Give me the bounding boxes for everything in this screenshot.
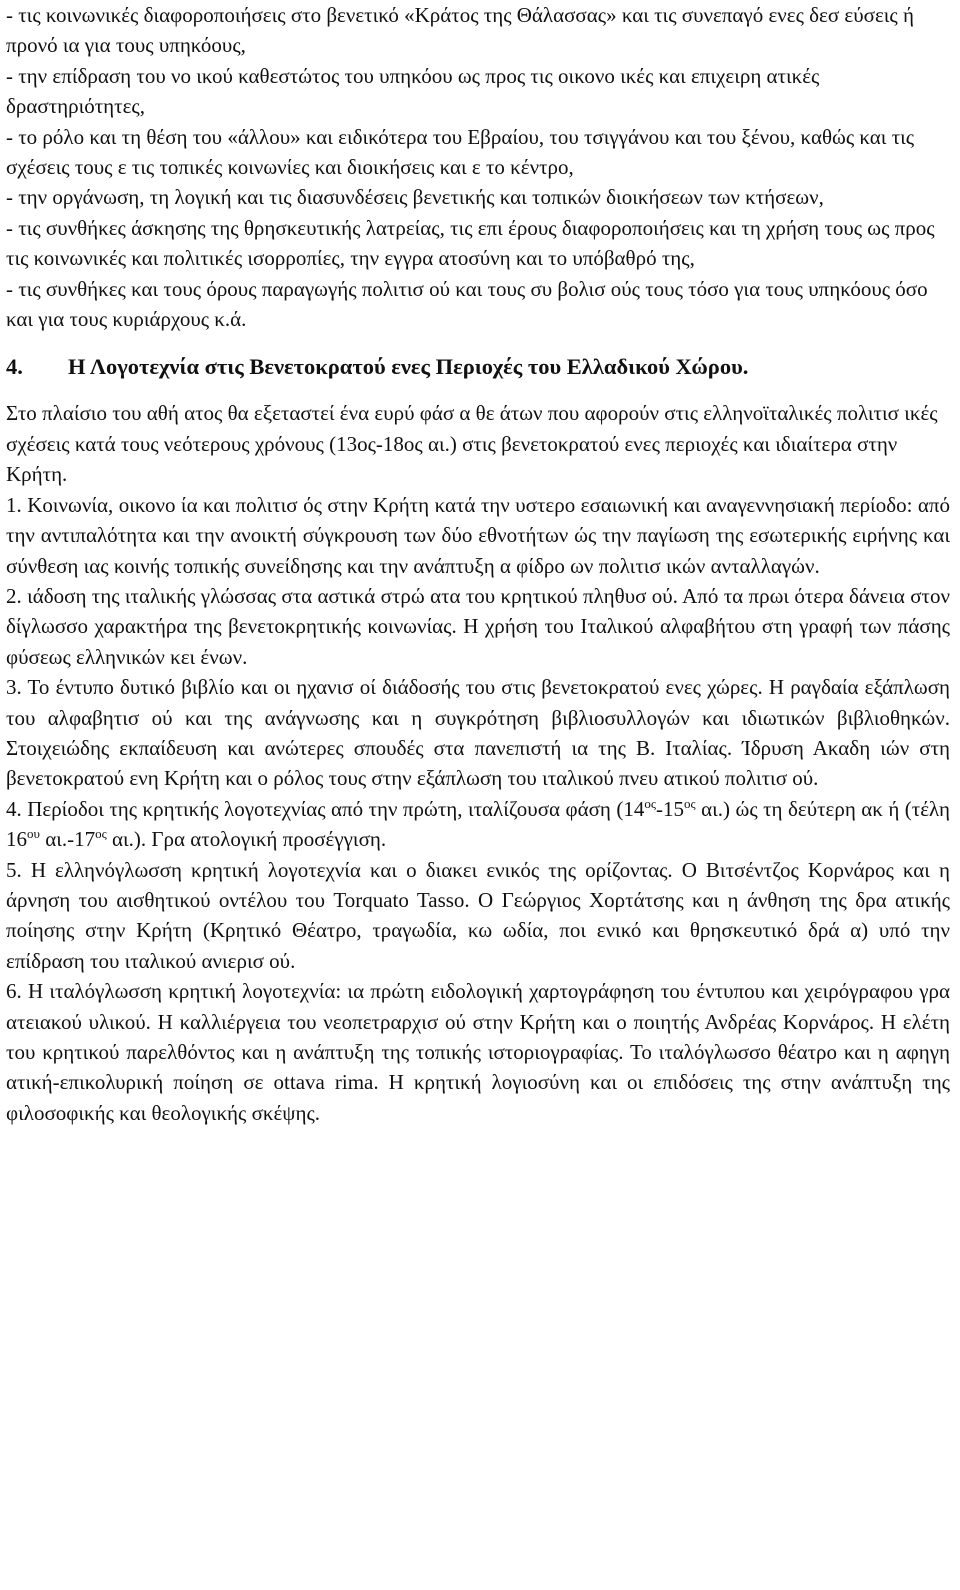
topic-item-5: 5. Η ελληνόγλωσση κρητική λογοτεχνία και ο διακει ενικός της ορίζοντας. Ο Βιτσέντζος Κορνάρος και η άρνηση του αισθητικού οντέλου του Torquato Tasso. Ο Γεώργιος Χορτάτσης και η άνθηση της δρα ατικής ποίησης στην Κρήτη (Κρητικό Θέατρο, τραγωδία, κω ωδία, ποι ενικό και θρησκευτικό δρά α) υπό την επίδραση του ιταλικού ανιερισ ού.: [6, 857, 950, 973]
topic-item-4-text: -15: [656, 796, 685, 821]
section-heading: [6, 350, 950, 384]
list-item: - τις κοινωνικές διαφοροποιήσεις στο βενετικό «Κράτος της Θάλασσας» και τις συνεπαγό ενες δεσ εύσεις ή προνό ια για τους υπηκόους,: [6, 3, 914, 58]
document-page: [6, 0, 950, 1128]
topic-item-3: 3. Το έντυπο δυτικό βιβλίο και οι ηχανισ οί διάδοσής του στις βενετοκρατού ενες χώρες. Η ραγδαία εξάπλωση του αλφαβητισ ού και της ανάγνωσης και η συγκρότηση βιβλιοσυλλογών και ιδιωτικών βιβλιοθηκών. Στοιχειώδης εκπαίδευση και ανώτερες σπουδές στα πανεπιστή ια της Β. Ιταλίας. Ίδρυση Ακαδη ιών στη βενετοκρατού ενη Κρήτη και ο ρόλος τους στην εξάπλωση του ιταλικού πνευ ατικού πολιτισ ού.: [6, 675, 950, 791]
topic-item-2: 2. ιάδοση της ιταλικής γλώσσας στα αστικά στρώ ατα του κρητικού πληθυσ ού. Από τα πρωι ότερα δάνεια στον δίγλωσσο χαρακτήρα της βενετοκρητικής κοινωνίας. Η χρήση του Ιταλικού αλφαβήτου στη γραφή των πάσης φύσεως ελληνικών κει ένων.: [6, 583, 950, 669]
topic-item-6: 6. Η ιταλόγλωσση κρητική λογοτεχνία: ια πρώτη ειδολογική χαρτογράφηση του έντυπου και χειρόγραφου γρα ατειακού υλικού. Η καλλιέργεια του νεοπετραρχισ ού στην Κρήτη και ο ποιητής Ανδρέας Κορνάρος. Η ελέτη του κρητικού παρελθόντος και η ανάπτυξη της τοπικής ιστοριογραφίας. Το ιταλόγλωσσο θέατρο και η αφηγη ατική-επικολυρική ποίηση σε ottava rima. Η κρητική λογιοσύνη και οι επιδόσεις της στην ανάπτυξη της φιλοσοφικής και θεολογικής σκέψης.: [6, 979, 950, 1125]
superscript: ος: [644, 795, 657, 811]
topic-item-4-text: αι.-17: [39, 827, 96, 852]
topic-item-4: [6, 794, 950, 855]
intro-paragraph: Στο πλαίσιο του αθή ατος θα εξεταστεί ένα ευρύ φάσ α θε άτων που αφορούν στις ελληνοϊταλικές πολιτισ ικές σχέσεις κατά τους νεότερους χρόνους (13ος-18ος αι.) στις βενετοκρατού ενες περιοχές και ιδιαίτερα στην Κρήτη.: [6, 401, 938, 487]
superscript: ος: [95, 826, 107, 842]
superscript: ος: [684, 795, 696, 811]
list-item: - την επίδραση του νο ικού καθεστώτος του υπηκόου ως προς τις οικονο ικές και επιχειρη ατικές δραστηριότητες,: [6, 63, 820, 119]
section-number: 4.: [6, 354, 23, 380]
section-title: Η Λογοτεχνία στις Βενετοκρατού ενες Περιοχές του Ελλαδικού Χώρου.: [68, 354, 749, 380]
list-item: - τις συνθήκες και τους όρους παραγωγής πολιτισ ού και τους συ βολισ ούς τους τόσο για τους υπηκόους όσο και για τους κυριάρχους κ.ά.: [6, 276, 928, 332]
topic-item-1: 1. Κοινωνία, οικονο ία και πολιτισ ός στην Κρήτη κατά την υστερο εσαιωνική και αναγεννησιακή περίοδο: από την αντιπαλότητα και την ανοικτή σύγκρουση των δύο εθνοτήτων ώς την παγίωση της εσωτερικής ειρήνης και σύνθεση ιας κοινής τοπικής συνείδησης και την ανάπτυξη α φίδρο ων πολιτισ ικών ανταλλαγών.: [6, 492, 950, 578]
topic-item-4-text: αι.). Γρα ατολογική προσέγγιση.: [106, 827, 387, 852]
list-item: - τις συνθήκες άσκησης της θρησκευτικής λατρείας, τις επι έρους διαφοροποιήσεις και τη χρήση τους ως προς τις κοινωνικές και πολιτικές ισορροπίες, την εγγρα ατοσύνη και το υπόβαθρό της,: [6, 215, 935, 271]
superscript: ου: [27, 826, 40, 842]
topic-item-4-text: 4. Περίοδοι της κρητικής λογοτεχνίας από την πρώτη, ιταλίζουσα φάση (14: [6, 796, 645, 821]
list-item: - το ρόλο και τη θέση του «άλλου» και ειδικότερα του Εβραίου, του τσιγγάνου και του ξένου, καθώς και τις σχέσεις τους ε τις τοπικές κοινωνίες και διοικήσεις και ε το κέντρο,: [6, 124, 915, 180]
topic-item-4-text: αι.) ώς τη δεύτερη ακ ή (τέλη 16: [6, 796, 950, 852]
list-item: - την οργάνωση, τη λογική και τις διασυνδέσεις βενετικής και τοπικών διοικήσεων των κτήσεων,: [6, 185, 824, 210]
